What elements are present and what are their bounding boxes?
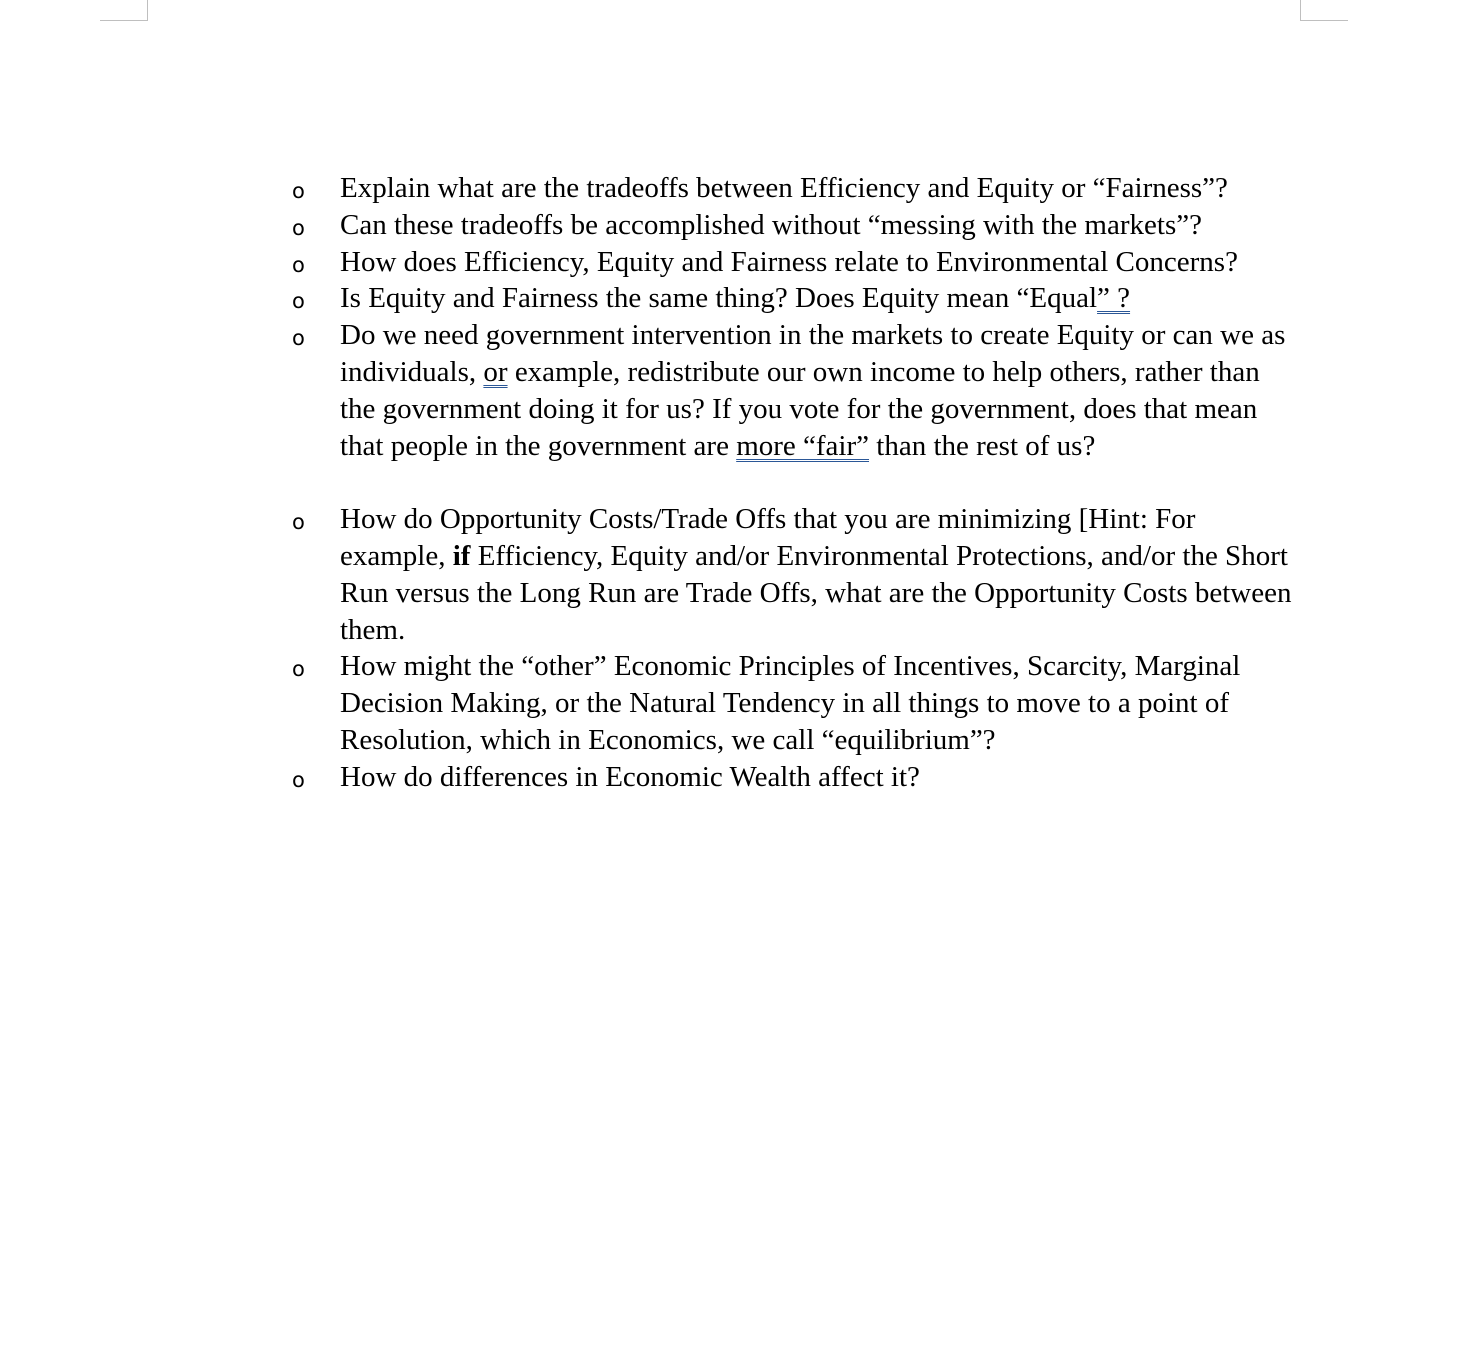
list-item-text: example, redistribute our own income to help others, rather than the government doing it for us? If you vote for the government, does that mean that people in the government are	[340, 355, 1260, 462]
grammar-flag-text[interactable]: more “fair”	[736, 429, 870, 462]
list-item-text: How do Opportunity Costs/Trade Offs that you are minimizing [Hint: For example,	[340, 503, 1196, 572]
list-item[interactable]	[0, 317, 1300, 464]
bullet-circle-icon: o	[292, 510, 305, 535]
bullet-circle-icon: o	[292, 215, 305, 240]
list-item[interactable]	[0, 759, 1300, 796]
list-item-text: How do differences in Economic Wealth affect it?	[340, 760, 920, 793]
list-item-text: than the rest of us?	[869, 429, 1096, 462]
bullet-circle-icon: o	[292, 657, 305, 682]
bullet-circle-icon: o	[292, 179, 305, 203]
list-item[interactable]	[0, 170, 1300, 207]
margin-corner-top-right	[1300, 0, 1348, 21]
bullet-list	[0, 170, 1467, 796]
grammar-flag-text[interactable]: ” ?	[1097, 282, 1131, 315]
bullet-circle-icon: o	[292, 289, 305, 314]
bold-text: if	[452, 539, 471, 572]
bullet-circle-icon: o	[292, 326, 305, 351]
list-item-text: How might the “other” Economic Principles of Incentives, Scarcity, Marginal Decision Making, or the Natural Tendency in all things to move to a point of Resolution, which in Economics, we call “equilibrium”?	[340, 650, 1241, 756]
list-item[interactable]	[0, 280, 1300, 317]
bullet-circle-icon: o	[292, 252, 305, 277]
list-item-text: Is Equity and Fairness the same thing? Does Equity mean “Equal	[340, 282, 1098, 315]
margin-corner-top-left	[100, 0, 148, 21]
list-item[interactable]	[0, 207, 1300, 244]
list-item-text: Do we need government intervention in the markets to create Equity or can we as individuals,	[340, 319, 1286, 388]
list-item-text: Efficiency, Equity and/or Environmental Protections, and/or the Short Run versus the Long Run are Trade Offs, what are the Opportunity Costs between them.	[340, 539, 1292, 646]
bullet-circle-icon: o	[292, 767, 305, 792]
list-item-text: Explain what are the tradeoffs between Efficiency and Equity or “Fairness”?	[340, 172, 1228, 204]
grammar-flag-text[interactable]: or	[483, 355, 508, 388]
list-item[interactable]	[0, 648, 1300, 758]
list-item[interactable]	[0, 244, 1300, 281]
list-item-text: Can these tradeoffs be accomplished without “messing with the markets”?	[340, 208, 1202, 241]
list-item-text: How does Efficiency, Equity and Fairness relate to Environmental Concerns?	[340, 245, 1238, 278]
list-item[interactable]	[0, 501, 1300, 648]
